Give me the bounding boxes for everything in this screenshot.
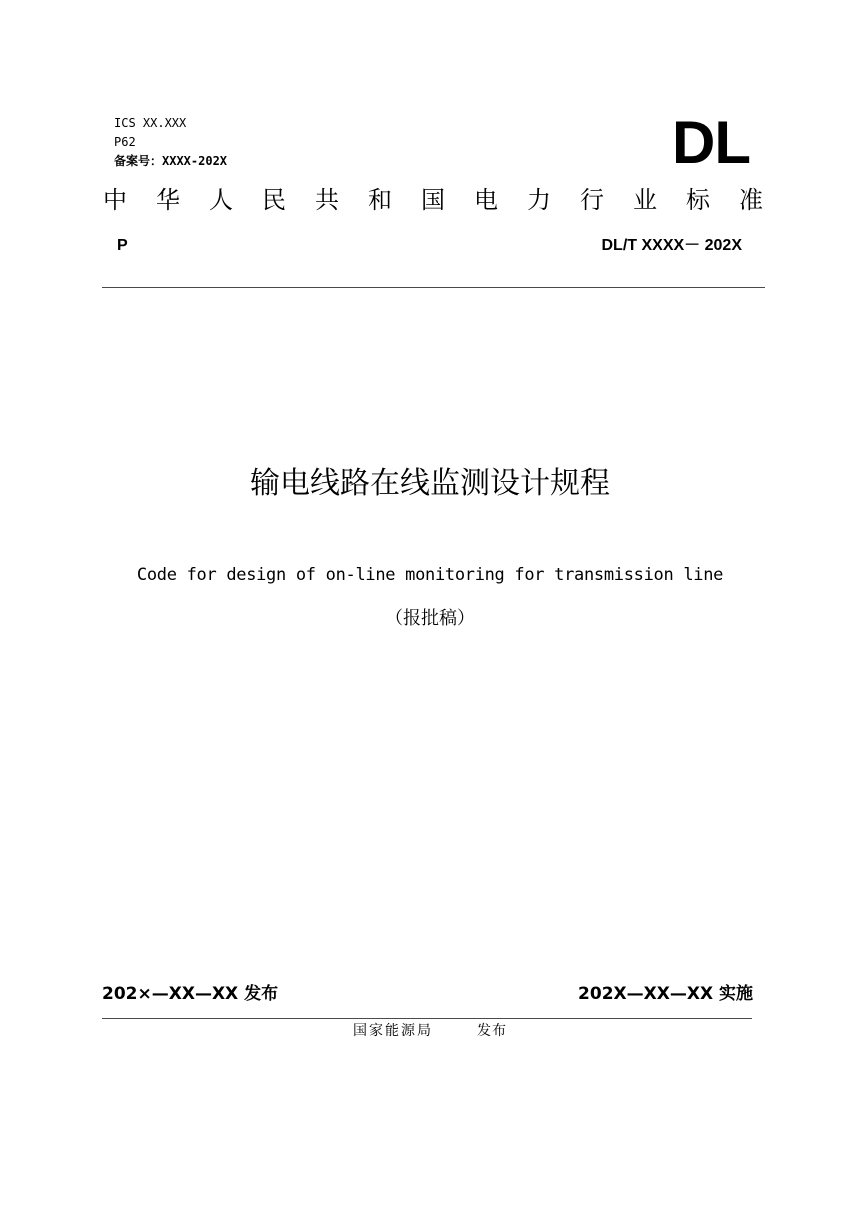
standard-title-char: 人 — [209, 186, 233, 214]
english-title: Code for design of on-line monitoring for transmission line — [136, 565, 724, 585]
issue-date: 202×—XX—XX 发布 — [102, 984, 279, 1004]
standard-title-char: 业 — [633, 186, 657, 214]
standard-number: DL/T XXXX－ 202X — [601, 237, 742, 254]
issuer-action: 发布 — [477, 1023, 507, 1039]
standard-title-char: 标 — [686, 186, 710, 214]
draft-status: （报批稿） — [385, 608, 475, 629]
standard-title-char: 行 — [580, 186, 604, 214]
classification-code: P62 — [114, 135, 136, 149]
standard-title — [103, 184, 763, 216]
header-divider — [102, 287, 765, 288]
record-number: 备案号：XXXX-202X — [114, 154, 228, 168]
ics-code: ICS XX.XXX — [114, 116, 187, 130]
issuer: 国家能源局 — [353, 1023, 433, 1039]
standard-title-char: 和 — [368, 186, 392, 214]
document-title: 输电线路在线监测设计规程 — [250, 466, 610, 501]
standard-title-char: 电 — [474, 186, 498, 214]
standard-title-char: 准 — [739, 186, 763, 214]
footer-divider — [102, 1018, 752, 1019]
standard-title-char: 共 — [315, 186, 339, 214]
standard-title-char: 力 — [527, 186, 551, 214]
dl-logo: DL — [672, 109, 750, 176]
standard-title-char: 华 — [156, 186, 180, 214]
category-label: P — [117, 237, 128, 254]
standard-title-char: 国 — [421, 186, 445, 214]
standard-title-char: 中 — [103, 186, 127, 214]
standard-title-char: 民 — [262, 186, 286, 214]
implementation-date: 202X—XX—XX 实施 — [578, 984, 753, 1004]
